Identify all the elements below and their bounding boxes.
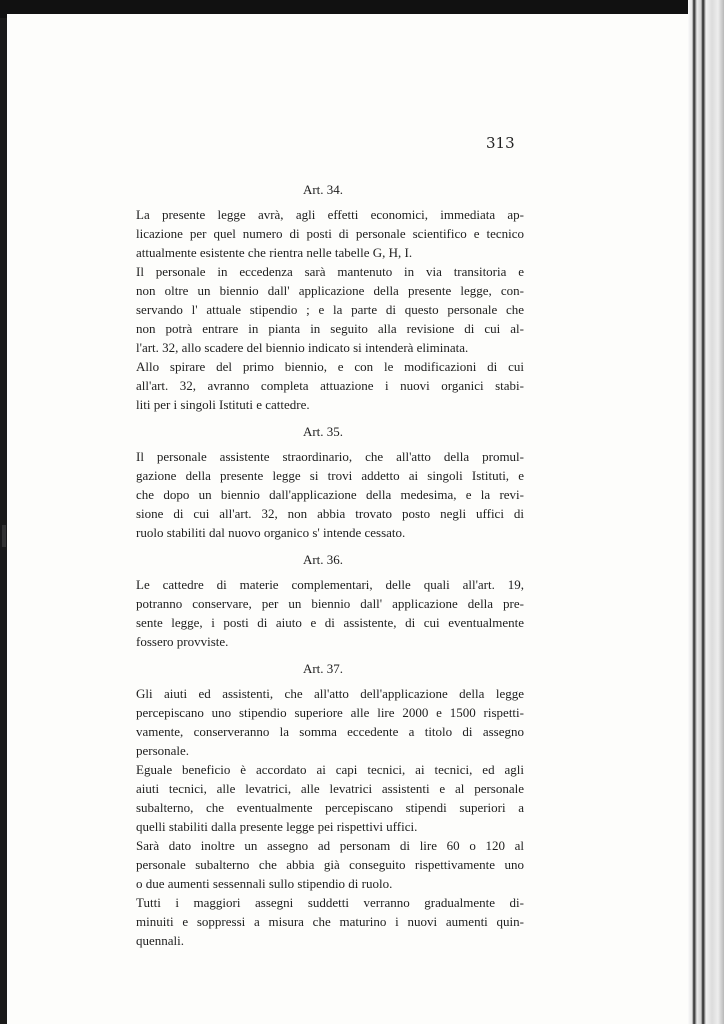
article-title: Art. 35. [302,424,344,439]
article-37 [122,659,524,950]
paragraph [122,893,524,950]
article-title: Art. 34. [302,182,344,197]
text-line: sente legge, i posti di aiuto e di assistente, di cui eventualmente [136,615,524,630]
article-title: Art. 36. [302,552,344,567]
paragraph [122,447,524,542]
paragraph [122,262,524,357]
text-line: La presente legge avrà, agli effetti economici, immediata ap- [136,207,524,222]
paragraph [122,760,524,836]
text-line: Eguale beneficio è accordato ai capi tecnici, ai tecnici, ed agli [136,762,524,777]
article-35 [122,422,524,542]
text-line: personale. [136,743,190,758]
text-line: Il personale assistente straordinario, che all'atto della promul- [136,449,524,464]
article-title: Art. 37. [302,661,344,676]
text-line: sione di cui all'art. 32, non abbia trovato posto negli uffici di [136,506,524,521]
text-line: servando l' attuale stipendio ; e la parte di questo personale che [136,302,524,317]
text-line: attualmente esistente che rientra nelle tabelle G, H, I. [136,245,413,260]
article-36 [122,550,524,651]
text-line: non potrà entrare in pianta in seguito alla revisione di cui al- [136,321,524,336]
text-line: minuiti e soppressi a misura che maturino i nuovi aumenti quin- [136,914,524,929]
text-line: che dopo un biennio dall'applicazione della medesima, e la revi- [136,487,524,502]
text-line: all'art. 32, avranno completa attuazione i nuovi organici stabi- [136,378,524,393]
text-line: liti per i singoli Istituti e cattedre. [136,397,310,412]
text-line: Il personale in eccedenza sarà mantenuto in via transitoria e [136,264,524,279]
left-edge-mark [2,525,6,547]
document-page [7,14,688,1024]
text-line: personale subalterno che abbia già conseguito rispettivamente uno [136,857,524,872]
text-line: Allo spirare del primo biennio, e con le modificazioni di cui [136,359,524,374]
paragraph [122,684,524,760]
text-line: aiuti tecnici, alle levatrici, alle levatrici assistenti e al personale [136,781,524,796]
paragraph [122,575,524,651]
paragraph [122,357,524,414]
text-line: gazione della presente legge si trovi addetto ai singoli Istituti, e [136,468,524,483]
text-line: percepiscano uno stipendio superiore alle lire 2000 e 1500 rispetti- [136,705,524,720]
text-line: ruolo stabiliti dal nuovo organico s' intende cessato. [136,525,406,540]
text-line: vamente, conserveranno la somma eccedente a titolo di assegno [136,724,524,739]
paragraph [122,836,524,893]
article-34 [122,180,524,414]
text-line: licazione per quel numero di posti di personale scientifico e tecnico [136,226,524,241]
text-line: quelli stabiliti dalla presente legge pei rispettivi uffici. [136,819,418,834]
text-line: Tutti i maggiori assegni suddetti verranno gradualmente di- [136,895,524,910]
text-line: subalterno, che eventualmente percepiscano stipendi superiori a [136,800,524,815]
page-number: 313 [486,134,515,152]
book-binding-edge [688,0,724,1024]
text-line: l'art. 32, allo scadere del biennio indicato si intenderà eliminata. [136,340,469,355]
page-body [122,180,524,958]
text-line: Sarà dato inoltre un assegno ad personam di lire 60 o 120 al [136,838,524,853]
text-line: fossero provviste. [136,634,229,649]
paragraph [122,205,524,262]
text-line: non oltre un biennio dall' applicazione della presente legge, con- [136,283,524,298]
text-line: Gli aiuti ed assistenti, che all'atto dell'applicazione della legge [136,686,524,701]
text-line: o due aumenti sessennali sullo stipendio di ruolo. [136,876,393,891]
text-line: Le cattedre di materie complementari, delle quali all'art. 19, [136,577,524,592]
text-line: potranno conservare, per un biennio dall' applicazione della pre- [136,596,524,611]
text-line: quennali. [136,933,185,948]
